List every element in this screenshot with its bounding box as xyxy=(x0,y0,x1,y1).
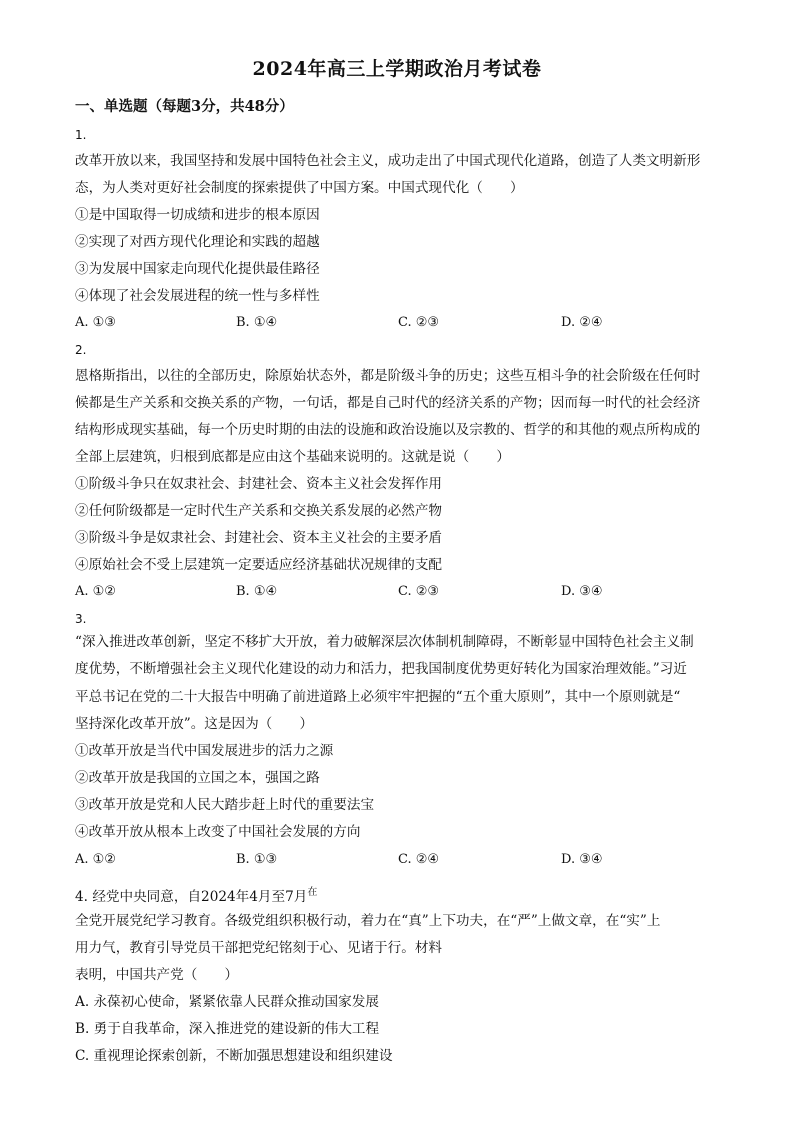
answer-option-a: A. ①② xyxy=(75,852,116,867)
question-stem-line: 态，为人类对更好社会制度的探索提供了中国方案。中国式现代化（ ） xyxy=(75,180,524,196)
statement-item: ④体现了社会发展进程的统一性与多样性 xyxy=(75,288,320,304)
answer-option-a: A. ①③ xyxy=(75,315,116,330)
statement-item: ③为发展中国家走向现代化提供最佳路径 xyxy=(75,261,320,277)
answer-option-c: C. ②③ xyxy=(398,584,440,599)
question-stem-first-line xyxy=(75,884,317,906)
question-stem-text: 经党中央同意，自2024年4月至7月 xyxy=(92,889,308,905)
question-number: 4. xyxy=(75,889,88,905)
question-stem-line: 用力气，教育引导党员干部把党纪铭刻于心、见诸于行。材料 xyxy=(75,940,443,956)
question-stem-line: 恩格斯指出，以往的全部历史，除原始状态外，都是阶级斗争的历史；这些互相斗争的社会阶级在任何时 xyxy=(75,368,701,384)
answer-option-b: B. ①③ xyxy=(236,852,278,867)
answer-option-c: C. ②③ xyxy=(398,315,440,330)
question-number: 1. xyxy=(75,128,87,142)
question-stem-line: 度优势，不断增强社会主义现代化建设的动力和活力，把我国制度优势更好转化为国家治理效能。”习近 xyxy=(75,661,687,677)
answer-option-d: D. ②④ xyxy=(561,315,603,330)
statement-item: ②实现了对西方现代化理论和实践的超越 xyxy=(75,234,320,250)
answer-choice-a: A. 永葆初心使命，紧紧依靠人民群众推动国家发展 xyxy=(75,994,379,1010)
answer-option-d: D. ③④ xyxy=(561,852,603,867)
question-stem-line: 结构形成现实基础，每一个历史时期的由法的设施和政治设施以及宗教的、哲学的和其他的观点所构成的 xyxy=(75,422,701,438)
statement-item: ④原始社会不受上层建筑一定要适应经济基础状况规律的支配 xyxy=(75,557,443,573)
answer-choice-b: B. 勇于自我革命，深入推进党的建设新的伟大工程 xyxy=(75,1021,380,1037)
answer-option-a: A. ①② xyxy=(75,584,116,599)
question-number: 3. xyxy=(75,612,87,626)
statement-item: ②改革开放是我国的立国之本，强国之路 xyxy=(75,770,320,786)
answer-option-b: B. ①④ xyxy=(236,584,278,599)
superscript-text: 在 xyxy=(307,887,318,898)
statement-item: ①是中国取得一切成绩和进步的根本原因 xyxy=(75,207,320,223)
statement-item: ①阶级斗争只在奴隶社会、封建社会、资本主义社会发挥作用 xyxy=(75,476,443,492)
question-stem-line: 坚持深化改革开放”。这是因为（ ） xyxy=(75,716,314,732)
statement-item: ③阶级斗争是奴隶社会、封建社会、资本主义社会的主要矛盾 xyxy=(75,530,443,546)
question-stem-line: 表明，中国共产党（ ） xyxy=(75,967,239,983)
question-stem-line: 平总书记在党的二十大报告中明确了前进道路上必须牢牢把握的“五个重大原则”，其中一个原则就是“ xyxy=(75,689,681,705)
statement-item: ①改革开放是当代中国发展进步的活力之源 xyxy=(75,743,334,759)
question-stem-line: “深入推进改革创新，坚定不移扩大开放，着力破解深层次体制机制障碍，不断彰显中国特色社会主义制 xyxy=(75,634,694,650)
question-number: 2. xyxy=(75,343,87,357)
question-stem-line: 全部上层建筑，归根到底都是应由这个基础来说明的。这就是说（ ） xyxy=(75,449,510,465)
answer-option-c: C. ②④ xyxy=(398,852,440,867)
answer-option-b: B. ①④ xyxy=(236,315,278,330)
statement-item: ③改革开放是党和人民大踏步赶上时代的重要法宝 xyxy=(75,797,375,813)
answer-option-d: D. ③④ xyxy=(561,584,603,599)
statement-item: ②任何阶级都是一定时代生产关系和交换关系发展的必然产物 xyxy=(75,503,443,519)
page-title: 2024年高三上学期政治月考试卷 xyxy=(252,58,542,80)
question-stem-line: 全党开展党纪学习教育。各级党组织积极行动，着力在“真”上下功夫，在“严”上做文章，在“实”上 xyxy=(75,913,661,929)
answer-choice-c: C. 重视理论探索创新，不断加强思想建设和组织建设 xyxy=(75,1048,393,1064)
question-stem-line: 改革开放以来，我国坚持和发展中国特色社会主义，成功走出了中国式现代化道路，创造了人类文明新形 xyxy=(75,153,701,169)
section-heading: 一、单选题（每题3分，共48分） xyxy=(75,98,294,115)
question-stem-line: 候都是生产关系和交换关系的产物，一句话，都是自己时代的经济关系的产物；因而每一时代的社会经济 xyxy=(75,395,701,411)
statement-item: ④改革开放从根本上改变了中国社会发展的方向 xyxy=(75,824,361,840)
